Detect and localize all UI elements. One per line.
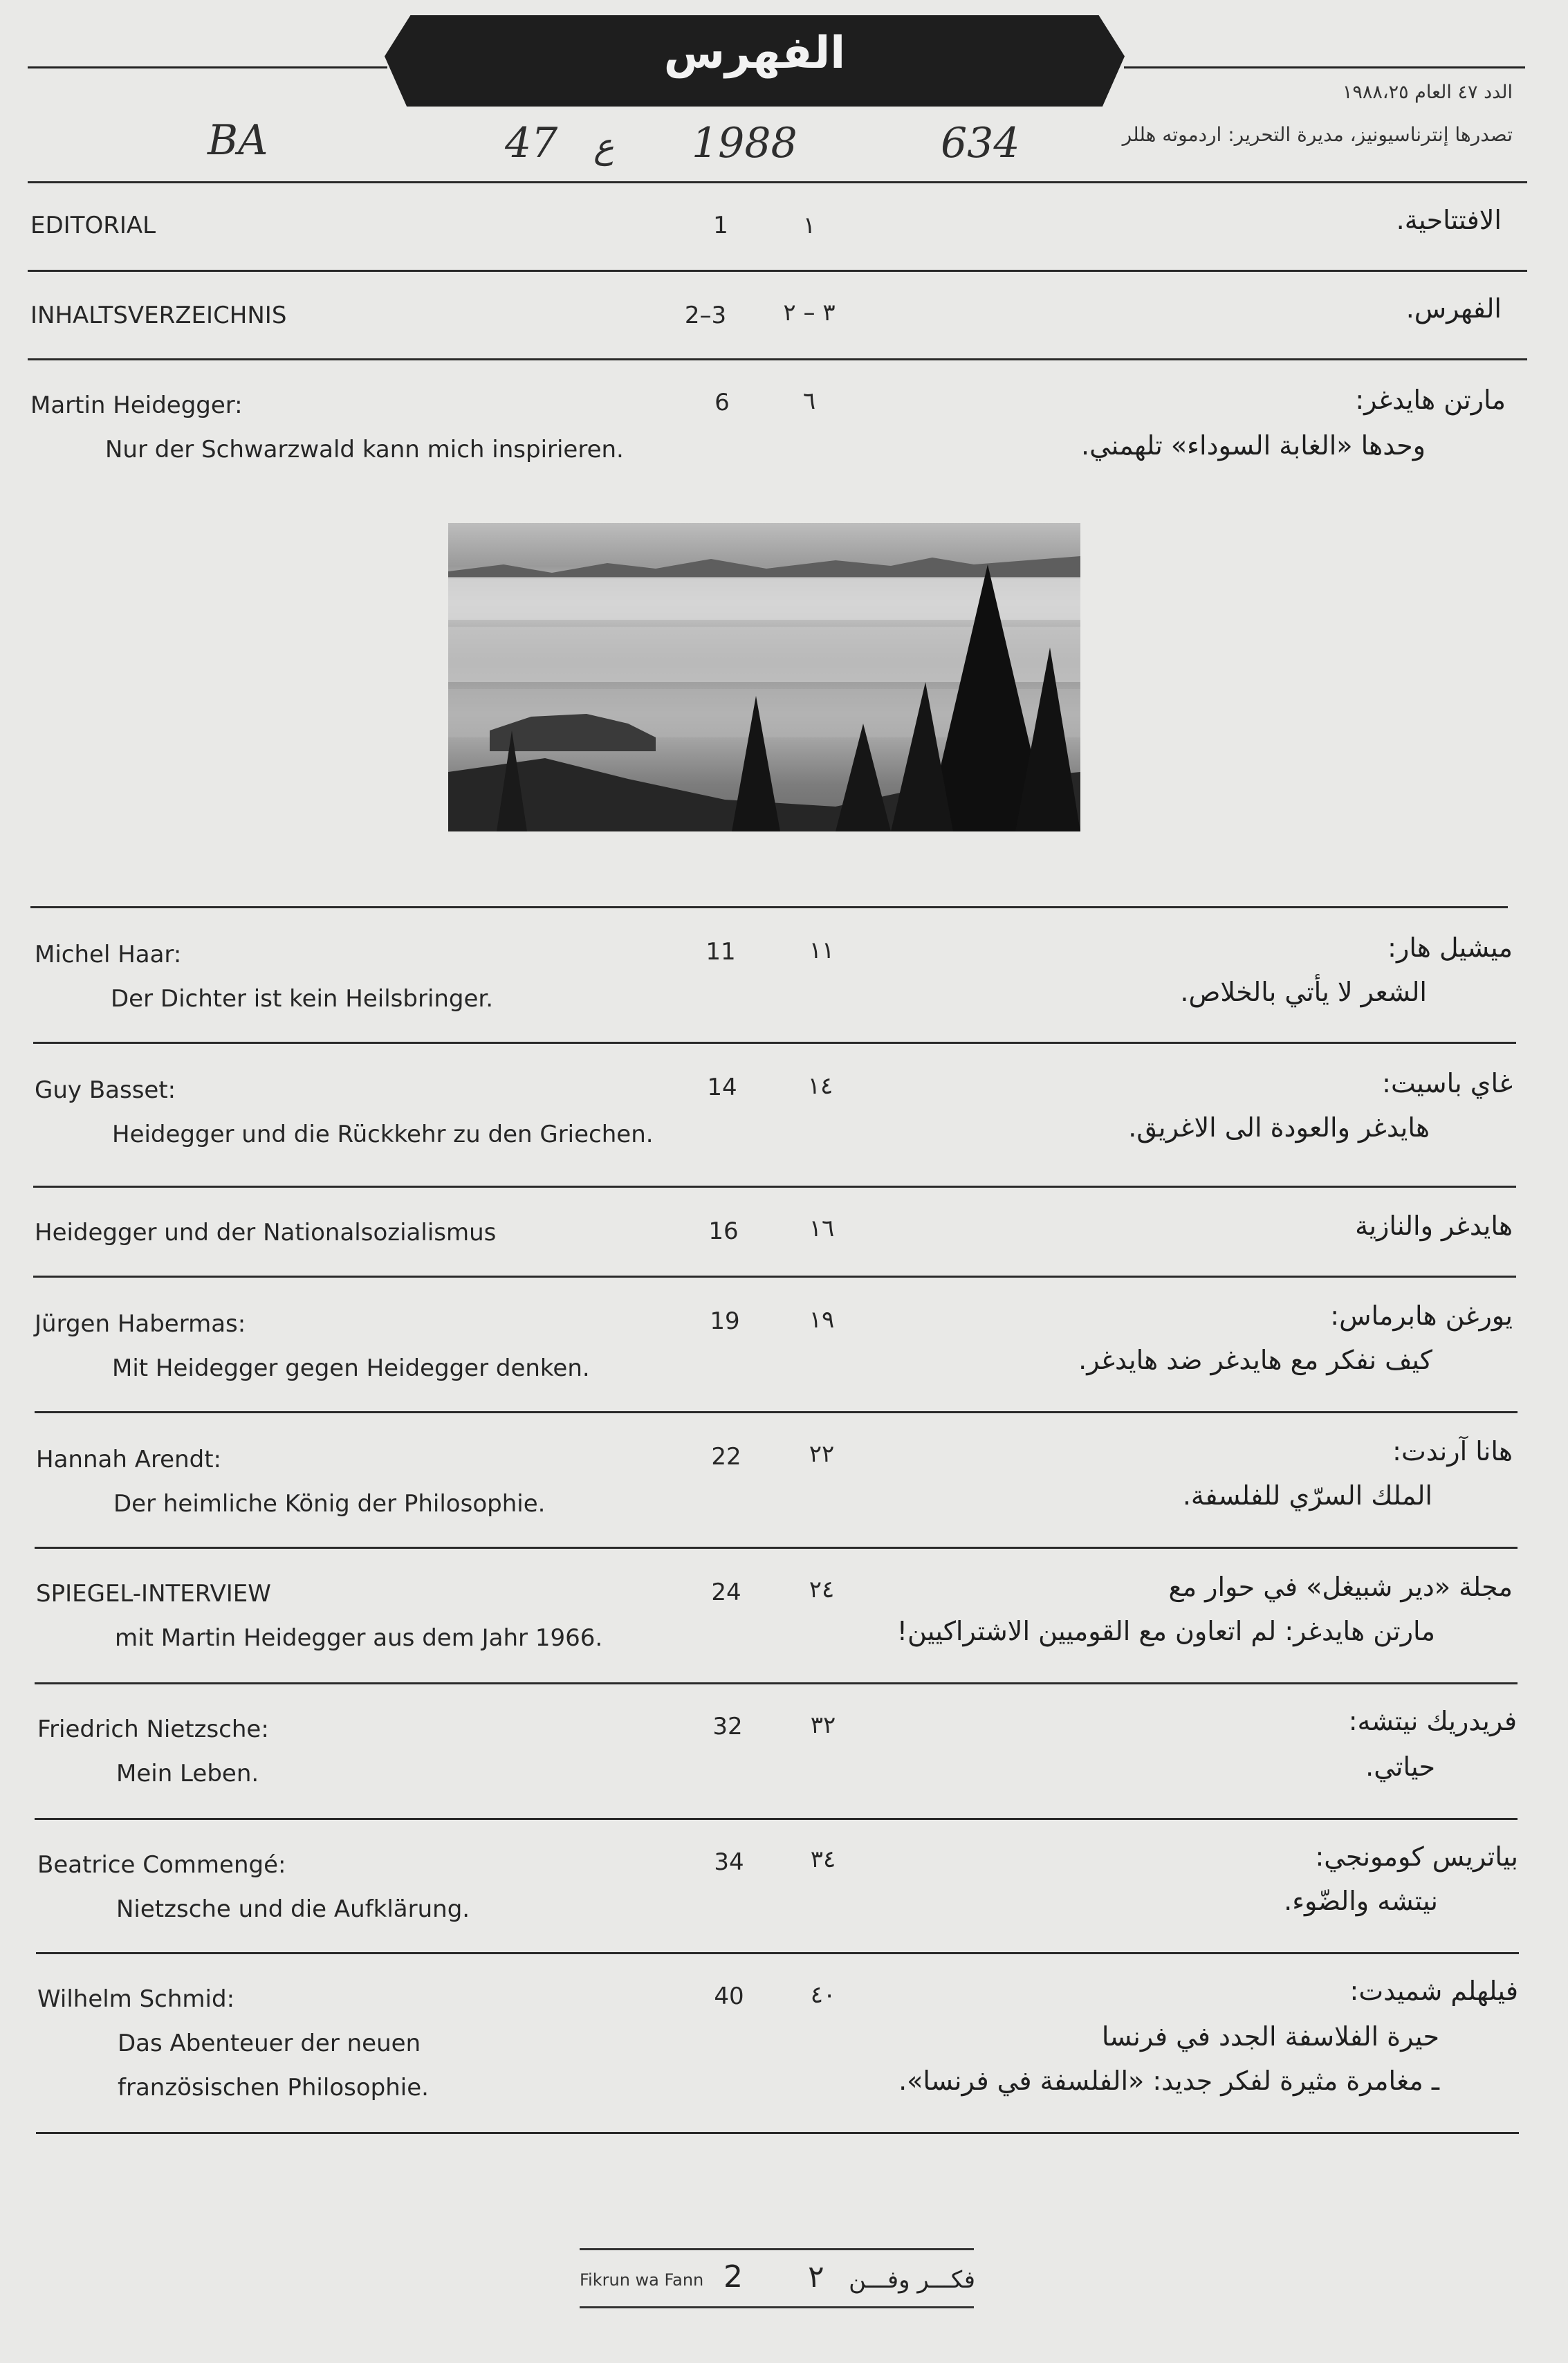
entry-german-subtitle: Nietzsche und die Aufklärung. [116, 1895, 470, 1923]
entry-arabic-subtitle: الملك السرّي للفلسفة. [1182, 1480, 1432, 1511]
entry-page: 1 [713, 212, 728, 239]
footer-magazine-name: Fikrun wa Fann [580, 2270, 704, 2290]
page-title: الفهرس [663, 28, 846, 79]
entry-german-title: Michel Haar: [35, 941, 182, 968]
entry-page-arabic: ١٤ [807, 1072, 833, 1100]
entry-arabic-title: الافتتاحية. [1396, 205, 1502, 235]
entry-page: 16 [708, 1217, 739, 1245]
entry-page: 2–3 [684, 302, 727, 329]
entry-page-arabic: ٤٠ [810, 1981, 836, 2009]
entry-german-subtitle: Nur der Schwarzwald kann mich inspirieren. [105, 436, 624, 463]
divider [36, 2132, 1519, 2134]
footer-page-number: 2 [723, 2259, 743, 2295]
entry-arabic-title: يورغن هابرماس: [1330, 1300, 1513, 1331]
divider [33, 1186, 1516, 1188]
entry-german-title: Friedrich Nietzsche: [37, 1716, 269, 1743]
entry-page: 34 [714, 1848, 744, 1876]
entry-page: 6 [714, 389, 730, 416]
entry-arabic-title: مجلة «دير شبيغل» في حوار مع [1168, 1572, 1513, 1602]
entry-page-arabic: ١١ [809, 937, 835, 964]
handwritten-mark: BA [207, 116, 268, 165]
entry-page-arabic: ١٩ [809, 1306, 835, 1334]
divider [28, 270, 1527, 272]
entry-german-title: Beatrice Commengé: [37, 1851, 286, 1879]
entry-german-subtitle: Mein Leben. [116, 1760, 259, 1787]
divider [28, 358, 1527, 360]
divider [36, 1952, 1519, 1954]
entry-german-subtitle: französischen Philosophie. [118, 2074, 429, 2102]
entry-german-title: Wilhelm Schmid: [37, 1985, 235, 2013]
footer-rule [580, 2306, 974, 2308]
entry-page: 14 [707, 1074, 737, 1101]
entry-arabic-title: هانا آرندت: [1392, 1436, 1513, 1466]
divider [35, 1682, 1518, 1684]
entry-arabic-subtitle: وحدها «الغابة السوداء» تلهمني. [1080, 430, 1426, 461]
entry-arabic-subtitle: ـ مغامرة مثيرة لفكر جديد: «الفلسفة في فرنسا». [898, 2066, 1439, 2096]
divider [35, 1818, 1518, 1820]
entry-arabic-subtitle: مارتن هايدغر: لم اتعاون مع القوميين الاشتراكيين! [896, 1616, 1435, 1646]
divider [33, 1042, 1516, 1044]
entry-german-subtitle: Mit Heidegger gegen Heidegger denken. [112, 1354, 590, 1382]
handwritten-mark: 1988 [692, 119, 797, 167]
entry-page-arabic: ٣ – ٢ [783, 299, 836, 327]
entry-arabic-title: غاي باسيت: [1382, 1068, 1513, 1098]
divider [35, 1411, 1518, 1413]
entry-page-arabic: ٣٢ [810, 1711, 836, 1739]
handwritten-mark: ع [593, 126, 614, 166]
entry-german-subtitle: Heidegger und die Rückkehr zu den Griechen. [112, 1121, 654, 1148]
entry-german-title: Heidegger und der Nationalsozialismus [35, 1219, 497, 1247]
entry-page-arabic: ٦ [802, 387, 816, 415]
entry-page: 19 [710, 1307, 740, 1335]
entry-page: 11 [705, 938, 736, 966]
entry-german-title: Guy Basset: [35, 1076, 176, 1104]
entry-arabic-title: هايدغر والنازية [1355, 1211, 1513, 1241]
issue-line: الدد ٤٧ العام ١٩٨٨،٢٥ [1342, 82, 1513, 103]
entry-page: 32 [712, 1713, 743, 1740]
entry-page: 40 [714, 1983, 744, 2010]
entry-german-title: INHALTSVERZEICHNIS [30, 302, 287, 329]
entry-arabic-subtitle: حيرة الفلاسفة الجدد في فرنسا [1101, 2021, 1439, 2052]
entry-german-title: Hannah Arendt: [36, 1446, 222, 1473]
entry-german-title: Jürgen Habermas: [35, 1310, 246, 1338]
entry-page: 24 [711, 1579, 741, 1606]
divider [30, 906, 1508, 908]
entry-arabic-title: فيلهلم شميدت: [1349, 1976, 1518, 2006]
entry-arabic-subtitle: نيتشه والضّوء. [1284, 1886, 1438, 1916]
entry-german-title: Martin Heidegger: [30, 392, 243, 419]
divider [33, 1276, 1516, 1278]
footer-magazine-name-arabic: فكـــر وفـــن [849, 2266, 975, 2294]
entry-german-subtitle: mit Martin Heidegger aus dem Jahr 1966. [115, 1624, 603, 1652]
entry-arabic-subtitle: الشعر لا يأتي بالخلاص. [1180, 977, 1427, 1007]
footer-page-number-arabic: ٢ [808, 2259, 824, 2295]
divider [28, 181, 1527, 183]
entry-page-arabic: ١٦ [809, 1215, 835, 1242]
entry-arabic-title: الفهرس. [1405, 293, 1502, 324]
divider [35, 1547, 1518, 1549]
entry-german-title: EDITORIAL [30, 212, 156, 239]
header-rule-left [28, 66, 387, 68]
entry-arabic-title: بياتريس كومونجي: [1315, 1841, 1518, 1872]
entry-german-title: SPIEGEL-INTERVIEW [36, 1580, 271, 1608]
header-rule-right [1124, 66, 1525, 68]
entry-german-subtitle: Der heimliche König der Philosophie. [113, 1490, 546, 1518]
entry-page-arabic: ١ [802, 212, 816, 239]
entry-german-subtitle: Der Dichter ist kein Heilsbringer. [111, 985, 494, 1013]
entry-arabic-subtitle: هايدغر والعودة الى الاغريق. [1128, 1112, 1430, 1143]
footer-rule [580, 2248, 974, 2250]
entry-arabic-subtitle: كيف نفكر مع هايدغر ضد هايدغر. [1078, 1345, 1432, 1375]
entry-page-arabic: ٢٢ [809, 1440, 835, 1468]
handwritten-mark: 634 [941, 119, 1020, 167]
entry-arabic-title: مارتن هايدغر: [1355, 385, 1506, 415]
entry-arabic-subtitle: حياتي. [1365, 1751, 1435, 1782]
entry-page-arabic: ٣٤ [810, 1846, 836, 1873]
publisher-line: تصدرها إنترناسيونيز، مديرة التحرير: اردموته هللر [1122, 123, 1513, 146]
handwritten-mark: 47 [505, 119, 558, 167]
forest-fog-landscape-photo [448, 523, 1080, 831]
entry-page: 22 [711, 1443, 741, 1471]
entry-arabic-title: ميشيل هار: [1387, 932, 1513, 963]
entry-german-subtitle: Das Abenteuer der neuen [118, 2030, 421, 2057]
entry-page-arabic: ٢٤ [809, 1576, 835, 1603]
entry-arabic-title: فريدريك نيتشه: [1348, 1706, 1517, 1736]
